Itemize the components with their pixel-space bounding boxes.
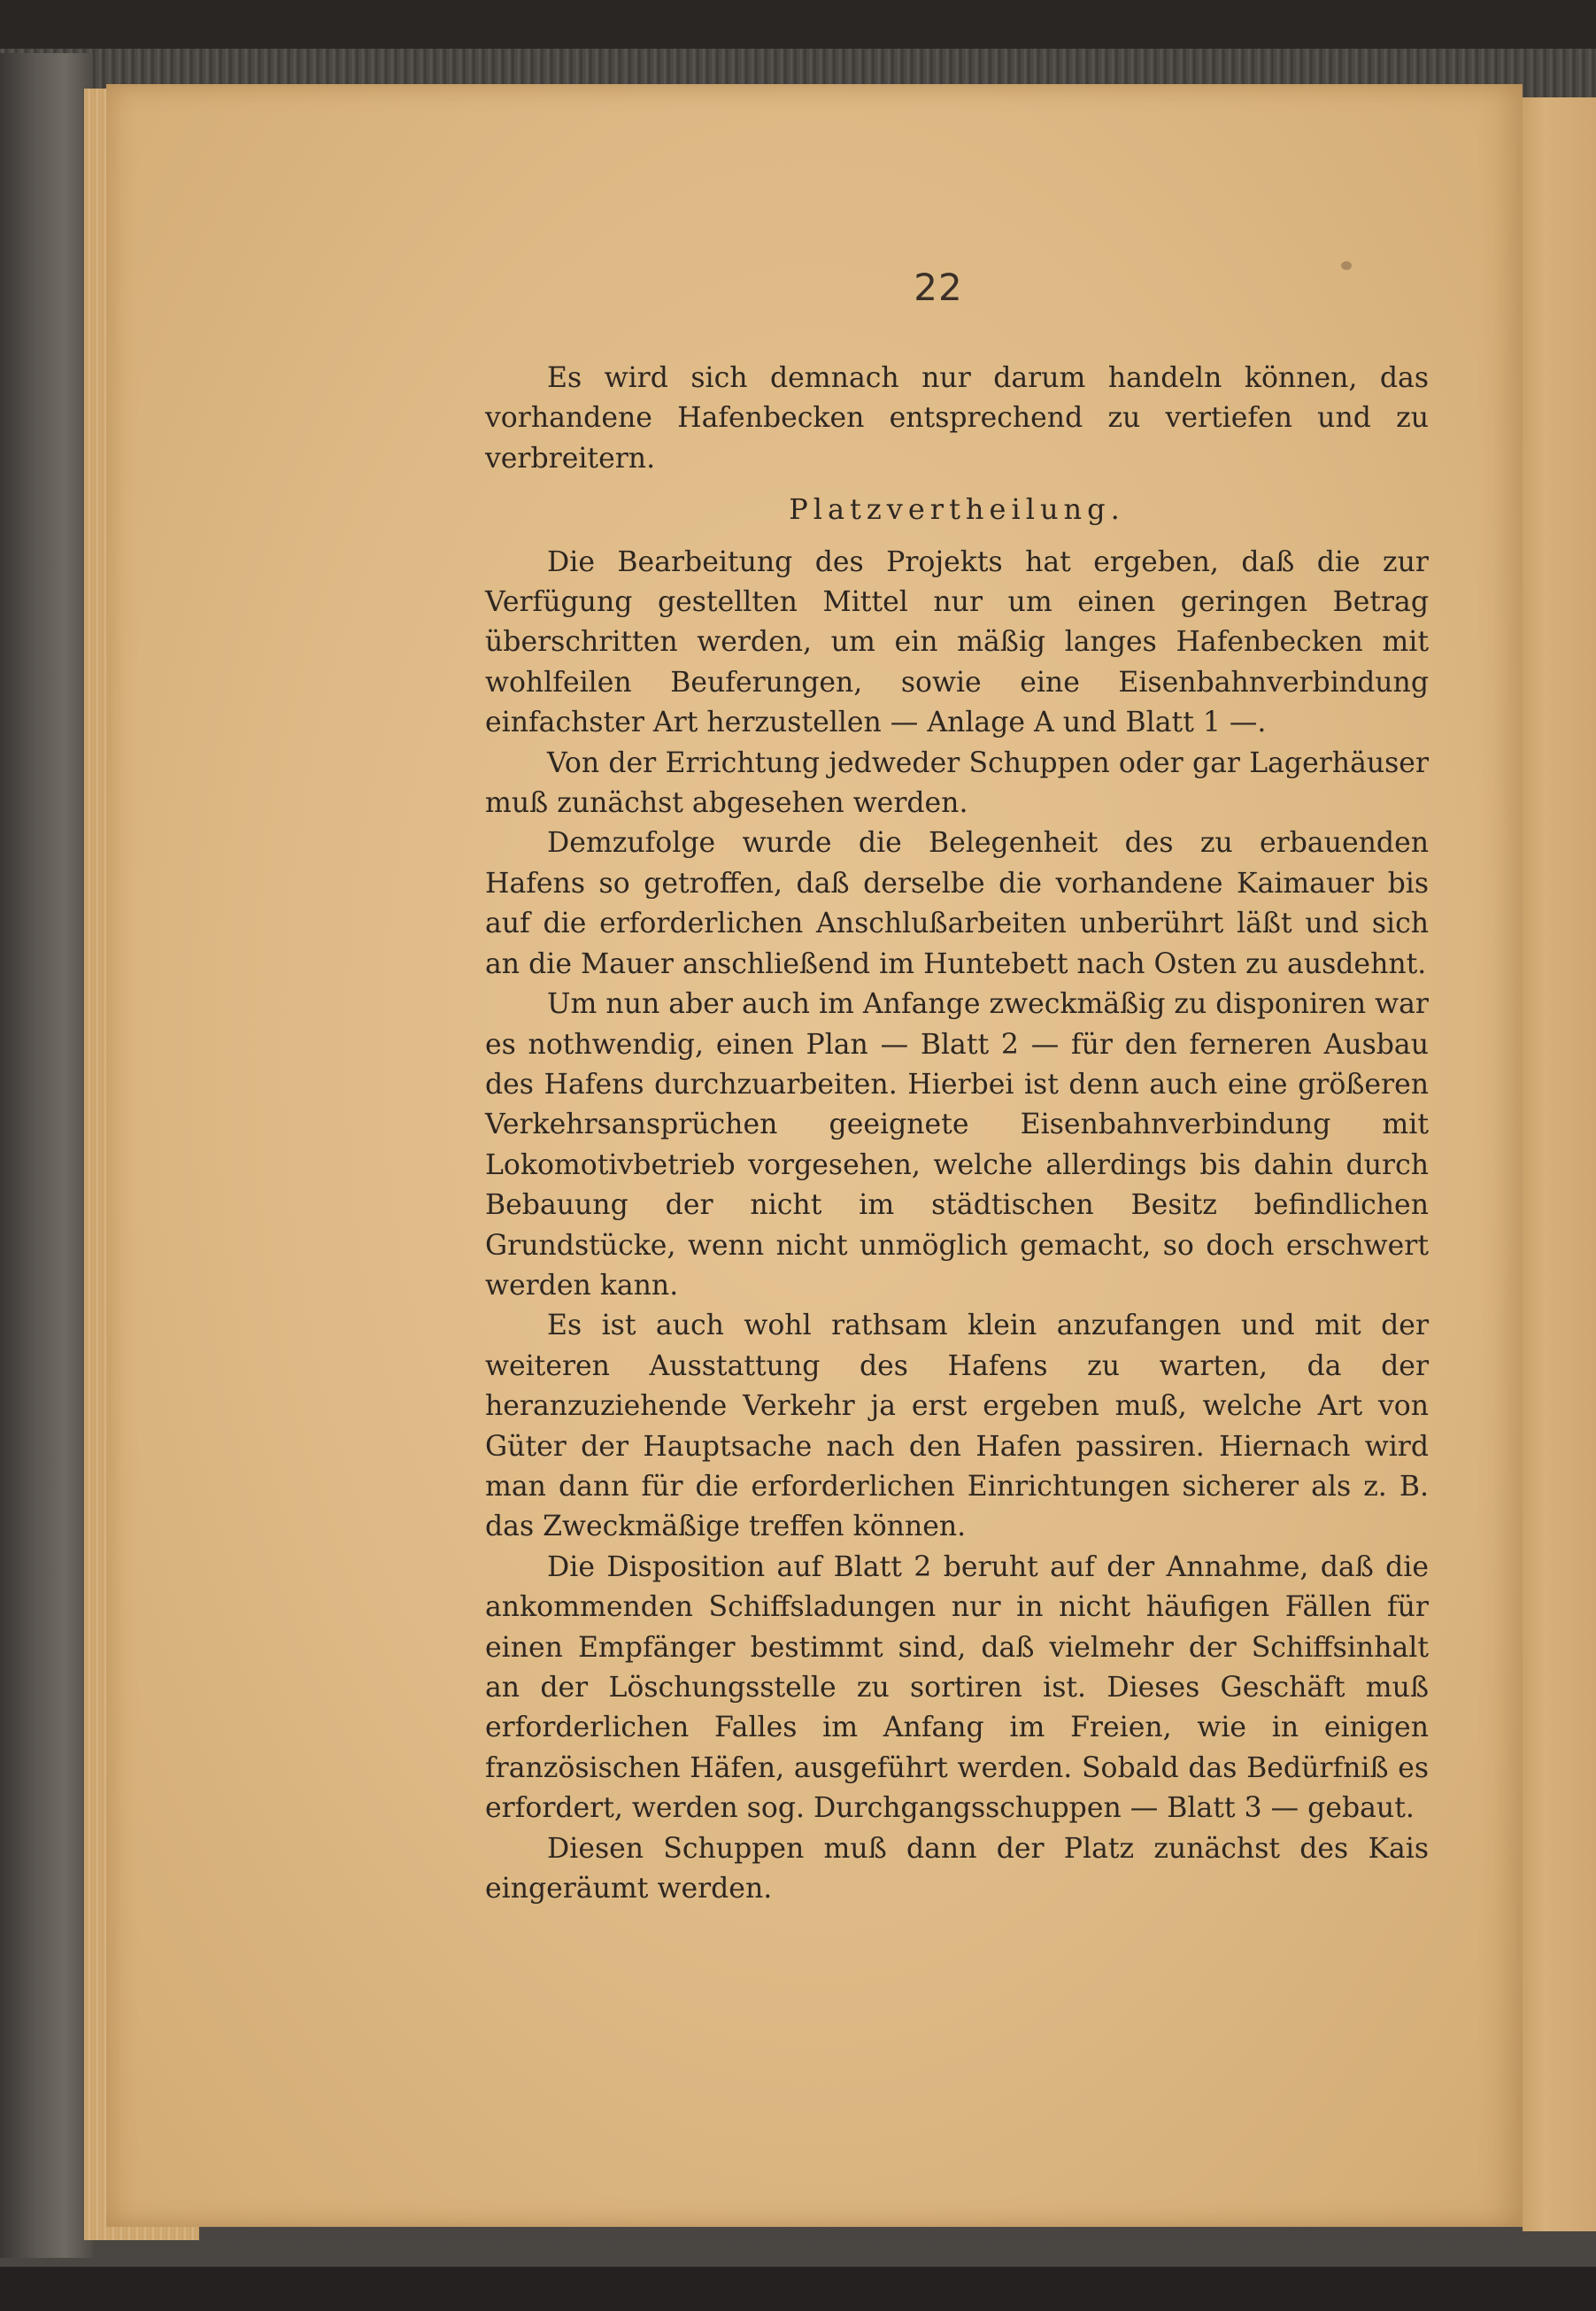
bottom-background <box>0 2267 1596 2311</box>
paragraph: Von der Errichtung jedweder Schuppen oder gar Lagerhäuser muß zunächst abgesehen werden. <box>485 746 1429 820</box>
paragraph: Diesen Schuppen muß dann der Platz zunächst des Kais eingeräumt werden. <box>485 1832 1429 1905</box>
paragraph: Die Disposition auf Blatt 2 beruht auf der Annahme, daß die ankommenden Schiffsladungen nur in nicht häufigen Fällen für einen Empfänger bestimmt sind, daß vielmehr der Schiffsinhalt an der Löschungsstelle zu sortiren ist. Dieses Geschäft muß erforderlichen Falles im Anfang im Freien, wie in einigen französischen Häfen, ausgeführt werden. Sobald das Bedürfniß es erfordert, werden sog. Durchgangsschuppen — Blatt 3 — gebaut. <box>485 1550 1429 1825</box>
page-text <box>485 359 1429 1909</box>
paragraph: Um nun aber auch im Anfange zweckmäßig zu disponiren war es nothwendig, einen Plan — Blatt 2 — für den ferneren Ausbau des Hafens durchzuarbeiten. Hierbei ist denn auch eine größeren Verkehrsansprüchen geeignete Eisenbahnverbindung mit Lokomotivbetrieb vorgesehen, welche allerdings bis dahin durch Bebauung der nicht im städtischen Besitz befindlichen Grundstücke, wenn nicht unmöglich gemacht, so doch erschwert werden kann. <box>485 988 1429 1302</box>
paper-smudge <box>1341 261 1352 270</box>
next-page-edge <box>1523 97 1596 2231</box>
paragraph: Es ist auch wohl rathsam klein anzufangen und mit der weiteren Ausstattung des Hafens zu warten, da der heranzuziehende Verkehr ja erst ergeben muß, welche Art von Güter der Hauptsache nach den Hafen passiren. Hiernach wird man dann für die erforderlichen Einrichtungen sicherer als z. B. das Zweckmäßige treffen können. <box>485 1310 1429 1543</box>
paragraph: Demzufolge wurde die Belegenheit des zu erbauenden Hafens so getroffen, daß derselbe die vorhandene Kaimauer bis auf die erforderlichen Anschlußarbeiten unberührt läßt und sich an die Mauer anschließend im Huntebett nach Osten zu ausdehnt. <box>485 827 1429 980</box>
paragraph: Es wird sich demnach nur darum handeln können, das vorhandene Hafenbecken entsprechend zu vertiefen und zu verbreitern. <box>485 362 1429 475</box>
section-heading: Platzvertheilung. <box>789 492 1125 527</box>
paragraph: Die Bearbeitung des Projekts hat ergeben, daß die zur Verfügung gestellten Mittel nur um einen geringen Betrag überschritten werden, um ein mäßig langes Hafenbecken mit wohlfeilen Beuferungen, sowie eine Eisenbahnverbindung einfachster Art herzustellen — Anlage A und Blatt 1 —. <box>485 545 1429 739</box>
page-number: 22 <box>914 266 963 309</box>
cover-left-edge <box>0 53 93 2258</box>
